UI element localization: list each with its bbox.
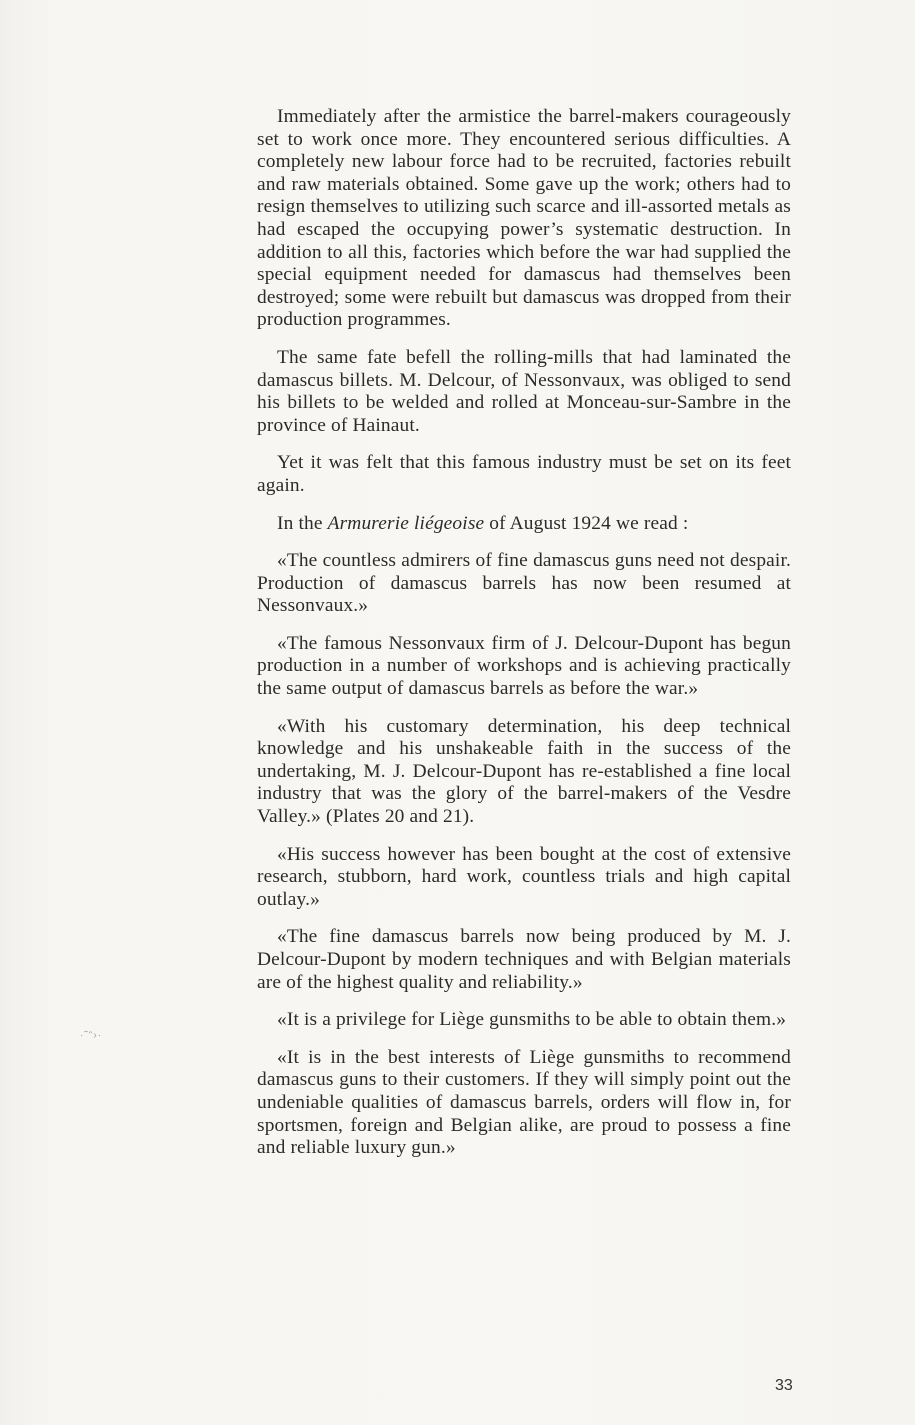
quote-intro-before: In the xyxy=(277,512,328,534)
quote-intro-after: of August 1924 we read : xyxy=(484,512,689,534)
quote-fine-barrels: «The fine damascus barrels now being produced by M. J. Delcour-Dupont by modern techniques and with Belgian materials are of the highest quality and reliability.» xyxy=(257,926,791,993)
page-number: 33 xyxy=(775,1377,793,1394)
quote-success: «His success however has been bought at the cost of extensive research, stubborn, hard work, countless trials and high capital outlay.» xyxy=(257,843,791,910)
quote-nessonvaux-firm: «The famous Nessonvaux firm of J. Delcour-Dupont has begun production in a number of workshops and is achieving practically the same output of damascus barrels as before the war.» xyxy=(257,632,791,700)
text-column xyxy=(257,106,791,1175)
paragraph-quote-intro xyxy=(257,513,791,536)
paragraph-rolling-mills: The same fate befell the rolling-mills that had laminated the damascus billets. M. Delcour, of Nessonvaux, was obliged to send his billets to be welded and rolled at Monceau-sur-Sambre in the province of Hainaut. xyxy=(257,346,791,436)
quote-privilege: «It is a privilege for Liège gunsmiths to be able to obtain them.» xyxy=(277,1009,787,1031)
paragraph-famous-industry: Yet it was felt that this famous industry must be set on its feet again. xyxy=(257,452,791,496)
paragraph-armistice: Immediately after the armistice the barrel-makers courageously set to work once more. They encountered serious difficulties. A completely new labour force had to be recruited, factories rebuilt and raw materials obtained. Some gave up the work; others had to resign themselves to utilizing such scarce and ill-assorted metals as had escaped the occupying power’s systematic destruction. In addition to all this, factories which before the war had supplied the special equipment needed for damascus had themselves been destroyed; some were rebuilt but damascus was dropped from their production programmes. xyxy=(257,106,791,331)
publication-title: Armurerie liégeoise xyxy=(327,512,485,534)
quote-admirers: «The countless admirers of fine damascus guns need not despair. Production of damascus barrels has now been resumed at Nessonvaux.» xyxy=(257,550,791,617)
quote-best-interests: «It is in the best interests of Liège gunsmiths to recommend damascus guns to their customers. If they will simply point out the undeniable qualities of damascus barrels, orders will flow in, for sportsmen, foreign and Belgian alike, are proud to possess a fine and reliable luxury gun.» xyxy=(257,1046,791,1159)
quote-determination: «With his customary determination, his deep technical knowledge and his unshakeable faith in the success of the undertaking, M. J. Delcour-Dupont has re-established a fine local industry that was the glory of the barrel-makers of the Vesdre Valley.» (Plates 20 and 21). xyxy=(257,715,791,828)
margin-smudge: ·˜ᵔ›· xyxy=(80,1030,103,1041)
